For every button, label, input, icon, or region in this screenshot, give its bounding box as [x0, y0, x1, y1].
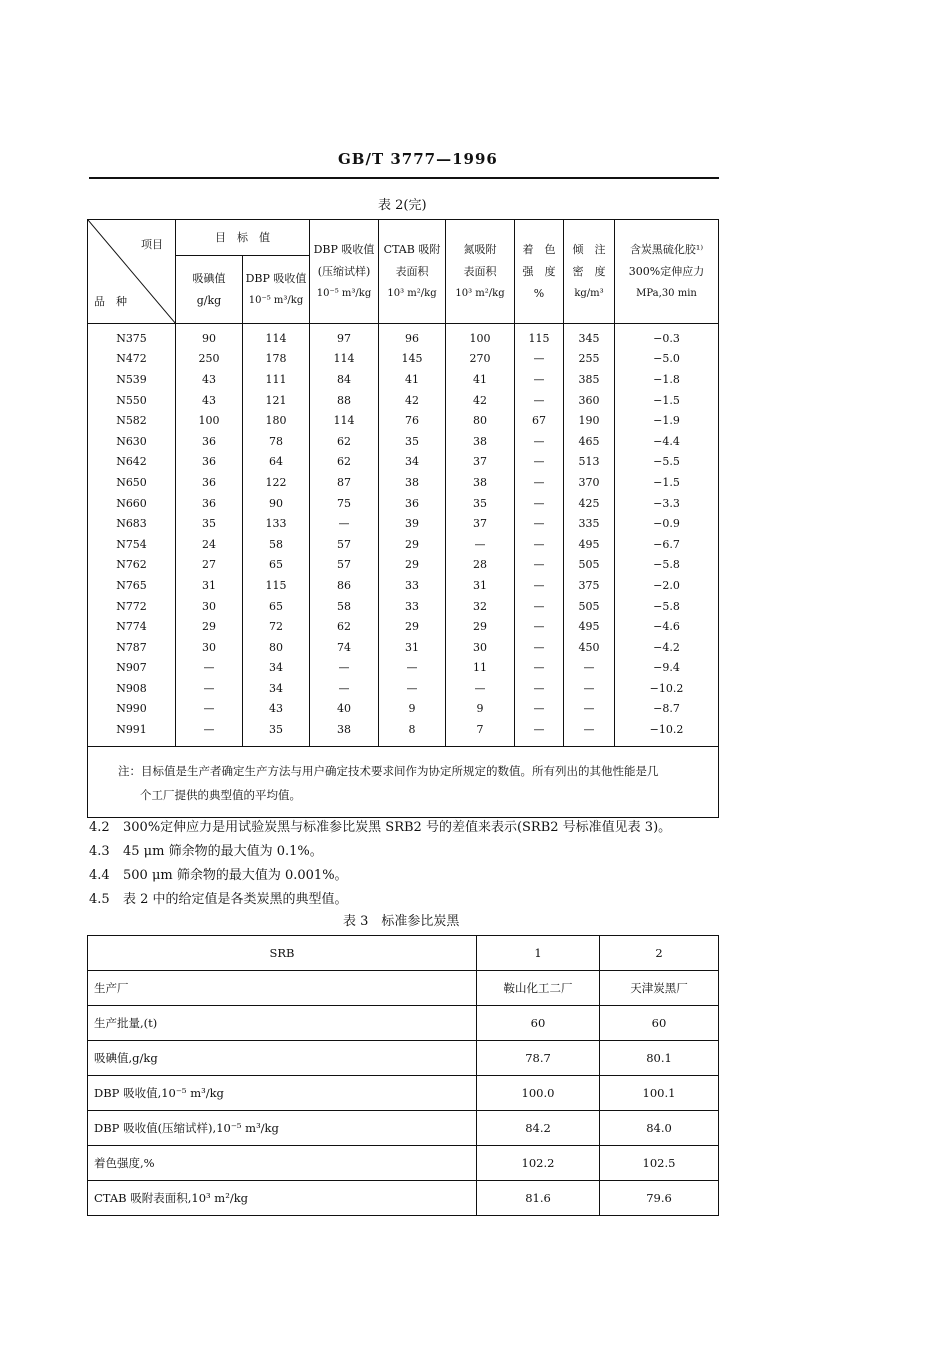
value-cell: 29 — [176, 616, 243, 637]
value-cell: — — [515, 596, 564, 617]
value-cell: 75 — [310, 493, 379, 514]
value-cell: 88 — [310, 390, 379, 411]
table-row — [88, 575, 719, 596]
col-modulus: 含炭黑硫化胶¹⁾ 300%定伸应力 MPa,30 min — [615, 220, 719, 324]
value-cell: 115 — [243, 575, 310, 596]
value-cell: 36 — [176, 431, 243, 452]
value-cell: 84.0 — [600, 1111, 719, 1146]
table2-caption: 表 2(完) — [378, 198, 427, 213]
value-cell: 67 — [515, 410, 564, 431]
grade-cell: N660 — [88, 493, 176, 514]
value-cell: −8.7 — [615, 699, 719, 720]
value-cell: −1.5 — [615, 472, 719, 493]
table-row — [88, 431, 719, 452]
value-cell: 31 — [379, 637, 446, 658]
value-cell: 114 — [243, 324, 310, 349]
value-cell: 84 — [310, 369, 379, 390]
table-row — [88, 1076, 719, 1111]
value-cell: 36 — [176, 493, 243, 514]
header-rule — [89, 177, 719, 179]
value-cell: 270 — [446, 349, 515, 370]
target-group-header: 目 标 值 — [176, 220, 310, 256]
value-cell: 29 — [379, 555, 446, 576]
value-cell: 37 — [446, 513, 515, 534]
value-cell: 79.6 — [600, 1181, 719, 1216]
grade-cell: N765 — [88, 575, 176, 596]
value-cell: — — [515, 637, 564, 658]
value-cell: — — [515, 616, 564, 637]
value-cell: 24 — [176, 534, 243, 555]
value-cell: 34 — [243, 678, 310, 699]
value-cell: 62 — [310, 616, 379, 637]
grade-cell: N990 — [88, 699, 176, 720]
value-cell: 90 — [243, 493, 310, 514]
value-cell: — — [310, 513, 379, 534]
value-cell: 370 — [564, 472, 615, 493]
table-row — [88, 452, 719, 473]
grade-cell: N907 — [88, 658, 176, 679]
value-cell: 35 — [243, 719, 310, 746]
value-cell: 80 — [243, 637, 310, 658]
value-cell: 62 — [310, 452, 379, 473]
grade-cell: N787 — [88, 637, 176, 658]
table-row — [88, 699, 719, 720]
value-cell: 42 — [446, 390, 515, 411]
value-cell: 505 — [564, 555, 615, 576]
col-dbp-comp: DBP 吸收值 (压缩试样) 10⁻⁵ m³/kg — [310, 220, 379, 324]
grade-cell: N762 — [88, 555, 176, 576]
value-cell: 86 — [310, 575, 379, 596]
value-cell: 7 — [446, 719, 515, 746]
grade-cell: N683 — [88, 513, 176, 534]
clause-4-3: 4.3 45 μm 筛余物的最大值为 0.1%。 — [89, 844, 323, 859]
value-cell: — — [515, 369, 564, 390]
value-cell: — — [176, 719, 243, 746]
value-cell: 11 — [446, 658, 515, 679]
value-cell: 97 — [310, 324, 379, 349]
value-cell: 96 — [379, 324, 446, 349]
value-cell: 38 — [446, 431, 515, 452]
value-cell: — — [310, 678, 379, 699]
value-cell: 74 — [310, 637, 379, 658]
value-cell: 255 — [564, 349, 615, 370]
value-cell: — — [515, 452, 564, 473]
value-cell: 80.1 — [600, 1041, 719, 1076]
value-cell: 84.2 — [477, 1111, 600, 1146]
property-cell: 生产厂 — [88, 971, 477, 1006]
value-cell: 115 — [515, 324, 564, 349]
value-cell: −1.8 — [615, 369, 719, 390]
col-pour: 倾 注 密 度 kg/m³ — [564, 220, 615, 324]
value-cell: −6.7 — [615, 534, 719, 555]
grade-cell: N754 — [88, 534, 176, 555]
value-cell: 513 — [564, 452, 615, 473]
property-cell: 生产批量,(t) — [88, 1006, 477, 1041]
value-cell: 80 — [446, 410, 515, 431]
value-cell: 425 — [564, 493, 615, 514]
value-cell: −5.5 — [615, 452, 719, 473]
table2-note: 注：目标值是生产者确定生产方法与用户确定技术要求间作为协定所规定的数值。所有列出的其他性能是几 个工厂提供的典型值的平均值。 — [88, 746, 719, 817]
value-cell: 43 — [243, 699, 310, 720]
value-cell: 37 — [446, 452, 515, 473]
value-cell: — — [310, 658, 379, 679]
grade-cell: N582 — [88, 410, 176, 431]
value-cell: −0.9 — [615, 513, 719, 534]
value-cell: 32 — [446, 596, 515, 617]
value-cell: 178 — [243, 349, 310, 370]
value-cell: 29 — [446, 616, 515, 637]
value-cell: 42 — [379, 390, 446, 411]
value-cell: −5.8 — [615, 555, 719, 576]
grade-cell: N991 — [88, 719, 176, 746]
value-cell: −5.8 — [615, 596, 719, 617]
table3-header-srb: SRB — [88, 936, 477, 971]
value-cell: 8 — [379, 719, 446, 746]
value-cell: 72 — [243, 616, 310, 637]
value-cell: 57 — [310, 534, 379, 555]
value-cell: −1.9 — [615, 410, 719, 431]
value-cell: — — [564, 678, 615, 699]
corner-top-label: 项目 — [141, 238, 163, 251]
property-cell: 吸碘值,g/kg — [88, 1041, 477, 1076]
table-row — [88, 369, 719, 390]
value-cell: 34 — [379, 452, 446, 473]
value-cell: 133 — [243, 513, 310, 534]
value-cell: 345 — [564, 324, 615, 349]
table-row — [88, 1041, 719, 1076]
table-row — [88, 596, 719, 617]
grade-cell: N539 — [88, 369, 176, 390]
value-cell: 335 — [564, 513, 615, 534]
table-row — [88, 678, 719, 699]
value-cell: — — [515, 658, 564, 679]
corner-bottom-label: 品 种 — [94, 295, 127, 308]
value-cell: 111 — [243, 369, 310, 390]
value-cell: 33 — [379, 596, 446, 617]
value-cell: −3.3 — [615, 493, 719, 514]
value-cell: 43 — [176, 369, 243, 390]
value-cell: 9 — [446, 699, 515, 720]
value-cell: 76 — [379, 410, 446, 431]
table3 — [87, 935, 719, 1216]
grade-cell: N650 — [88, 472, 176, 493]
value-cell: — — [515, 534, 564, 555]
value-cell: 38 — [379, 472, 446, 493]
table-row — [88, 616, 719, 637]
value-cell: −0.3 — [615, 324, 719, 349]
table-row — [88, 493, 719, 514]
table-row — [88, 390, 719, 411]
value-cell: 31 — [446, 575, 515, 596]
value-cell: 65 — [243, 596, 310, 617]
value-cell: 62 — [310, 431, 379, 452]
value-cell: 天津炭黑厂 — [600, 971, 719, 1006]
grade-cell: N630 — [88, 431, 176, 452]
table-row — [88, 410, 719, 431]
value-cell: — — [515, 472, 564, 493]
value-cell: 31 — [176, 575, 243, 596]
table-row — [88, 1111, 719, 1146]
value-cell: 122 — [243, 472, 310, 493]
table-row — [88, 971, 719, 1006]
value-cell: 35 — [446, 493, 515, 514]
value-cell: 495 — [564, 534, 615, 555]
col-iodine: 吸碘值 g/kg — [176, 256, 243, 324]
value-cell: 36 — [176, 452, 243, 473]
value-cell: −9.4 — [615, 658, 719, 679]
value-cell: 505 — [564, 596, 615, 617]
value-cell: 41 — [379, 369, 446, 390]
grade-cell: N774 — [88, 616, 176, 637]
value-cell: −10.2 — [615, 678, 719, 699]
value-cell: 60 — [600, 1006, 719, 1041]
clause-4-4: 4.4 500 μm 筛余物的最大值为 0.001%。 — [89, 868, 348, 883]
value-cell: 102.2 — [477, 1146, 600, 1181]
value-cell: 鞍山化工二厂 — [477, 971, 600, 1006]
value-cell: 57 — [310, 555, 379, 576]
value-cell: 41 — [446, 369, 515, 390]
value-cell: 30 — [176, 596, 243, 617]
value-cell: −5.0 — [615, 349, 719, 370]
table-row — [88, 472, 719, 493]
table2 — [87, 219, 719, 818]
table-row — [88, 555, 719, 576]
value-cell: — — [515, 349, 564, 370]
value-cell: 100.1 — [600, 1076, 719, 1111]
grade-cell: N642 — [88, 452, 176, 473]
value-cell: 34 — [243, 658, 310, 679]
value-cell: 38 — [446, 472, 515, 493]
table-row — [88, 324, 719, 349]
grade-cell: N375 — [88, 324, 176, 349]
value-cell: — — [515, 719, 564, 746]
value-cell: 28 — [446, 555, 515, 576]
value-cell: 121 — [243, 390, 310, 411]
table-row — [88, 1146, 719, 1181]
value-cell: 385 — [564, 369, 615, 390]
standard-code: GB/T 3777—1996 — [338, 150, 498, 168]
value-cell: 375 — [564, 575, 615, 596]
value-cell: — — [446, 678, 515, 699]
value-cell: — — [564, 658, 615, 679]
value-cell: 360 — [564, 390, 615, 411]
table-row — [88, 637, 719, 658]
clause-4-5: 4.5 表 2 中的给定值是各类炭黑的典型值。 — [89, 892, 348, 907]
table3-header-2: 2 — [600, 936, 719, 971]
value-cell: −4.6 — [615, 616, 719, 637]
property-cell: DBP 吸收值(压缩试样),10⁻⁵ m³/kg — [88, 1111, 477, 1146]
value-cell: 250 — [176, 349, 243, 370]
value-cell: 180 — [243, 410, 310, 431]
value-cell: 145 — [379, 349, 446, 370]
value-cell: 33 — [379, 575, 446, 596]
value-cell: −2.0 — [615, 575, 719, 596]
value-cell: — — [564, 719, 615, 746]
value-cell: — — [446, 534, 515, 555]
value-cell: — — [515, 431, 564, 452]
value-cell: 102.5 — [600, 1146, 719, 1181]
col-ctab: CTAB 吸附 表面积 10³ m²/kg — [379, 220, 446, 324]
value-cell: 81.6 — [477, 1181, 600, 1216]
value-cell: −10.2 — [615, 719, 719, 746]
table3-header-1: 1 — [477, 936, 600, 971]
clause-4-2: 4.2 300%定伸应力是用试验炭黑与标准参比炭黑 SRB2 号的差值来表示(SRB2 号标准值见表 3)。 — [89, 820, 672, 835]
value-cell: 100 — [176, 410, 243, 431]
col-dbp: DBP 吸收值 10⁻⁵ m³/kg — [243, 256, 310, 324]
grade-cell: N550 — [88, 390, 176, 411]
value-cell: 35 — [176, 513, 243, 534]
value-cell: 100.0 — [477, 1076, 600, 1111]
value-cell: 29 — [379, 616, 446, 637]
value-cell: 36 — [379, 493, 446, 514]
value-cell: 60 — [477, 1006, 600, 1041]
value-cell: 43 — [176, 390, 243, 411]
value-cell: 58 — [243, 534, 310, 555]
grade-cell: N472 — [88, 349, 176, 370]
value-cell: 39 — [379, 513, 446, 534]
value-cell: 64 — [243, 452, 310, 473]
value-cell: 9 — [379, 699, 446, 720]
col-tint: 着 色 强 度 % — [515, 220, 564, 324]
property-cell: DBP 吸收值,10⁻⁵ m³/kg — [88, 1076, 477, 1111]
value-cell: 465 — [564, 431, 615, 452]
value-cell: 40 — [310, 699, 379, 720]
value-cell: 58 — [310, 596, 379, 617]
value-cell: 30 — [176, 637, 243, 658]
value-cell: 36 — [176, 472, 243, 493]
value-cell: 87 — [310, 472, 379, 493]
value-cell: — — [176, 699, 243, 720]
value-cell: 38 — [310, 719, 379, 746]
grade-cell: N908 — [88, 678, 176, 699]
value-cell: 30 — [446, 637, 515, 658]
value-cell: — — [515, 678, 564, 699]
value-cell: 78 — [243, 431, 310, 452]
value-cell: — — [515, 390, 564, 411]
value-cell: — — [515, 513, 564, 534]
col-n2: 氮吸附 表面积 10³ m²/kg — [446, 220, 515, 324]
corner-header — [88, 220, 176, 324]
value-cell: 114 — [310, 410, 379, 431]
value-cell: 190 — [564, 410, 615, 431]
value-cell: 495 — [564, 616, 615, 637]
property-cell: CTAB 吸附表面积,10³ m²/kg — [88, 1181, 477, 1216]
value-cell: 114 — [310, 349, 379, 370]
value-cell: — — [379, 678, 446, 699]
table-row — [88, 1181, 719, 1216]
value-cell: −4.2 — [615, 637, 719, 658]
table-row — [88, 719, 719, 746]
value-cell: — — [379, 658, 446, 679]
table-row — [88, 513, 719, 534]
value-cell: — — [176, 678, 243, 699]
table-row — [88, 1006, 719, 1041]
value-cell: — — [176, 658, 243, 679]
value-cell: 90 — [176, 324, 243, 349]
value-cell: 35 — [379, 431, 446, 452]
property-cell: 着色强度,% — [88, 1146, 477, 1181]
value-cell: — — [515, 575, 564, 596]
value-cell: 27 — [176, 555, 243, 576]
value-cell: −1.5 — [615, 390, 719, 411]
value-cell: 450 — [564, 637, 615, 658]
value-cell: 29 — [379, 534, 446, 555]
value-cell: −4.4 — [615, 431, 719, 452]
value-cell: 100 — [446, 324, 515, 349]
grade-cell: N772 — [88, 596, 176, 617]
value-cell: — — [515, 555, 564, 576]
table-row — [88, 658, 719, 679]
table-row — [88, 349, 719, 370]
value-cell: 78.7 — [477, 1041, 600, 1076]
table3-caption: 表 3 标准参比炭黑 — [343, 914, 460, 929]
table-row — [88, 534, 719, 555]
value-cell: — — [515, 493, 564, 514]
value-cell: — — [515, 699, 564, 720]
value-cell: 65 — [243, 555, 310, 576]
value-cell: — — [564, 699, 615, 720]
